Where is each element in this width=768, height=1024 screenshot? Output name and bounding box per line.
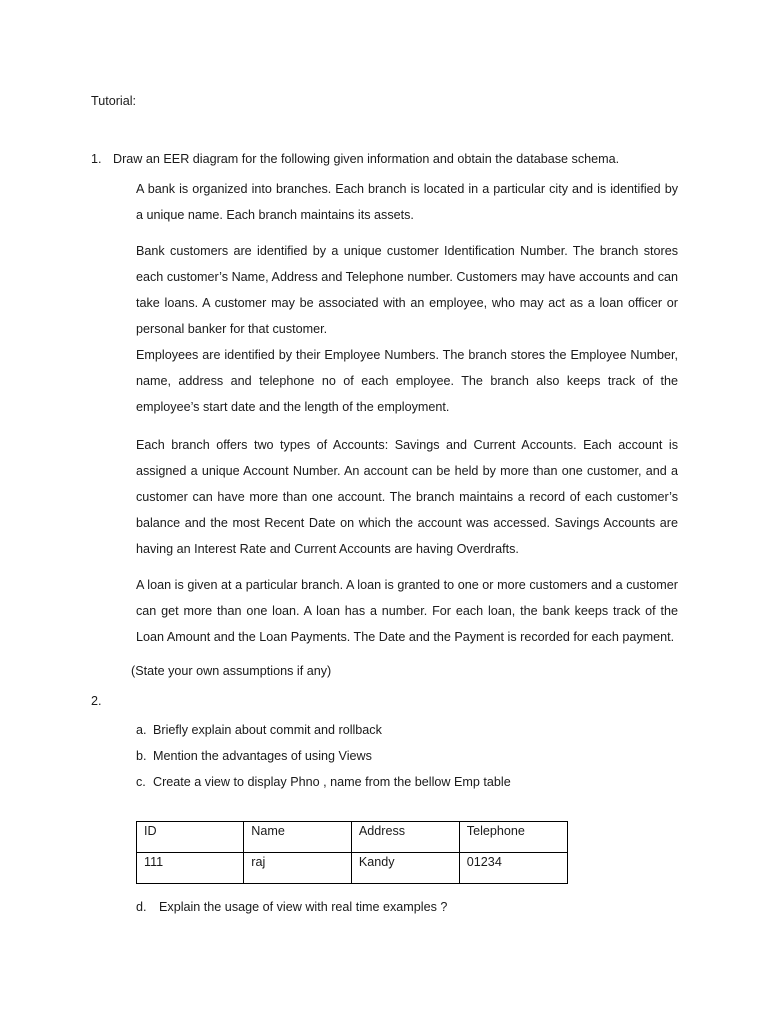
table-header-cell: ID [137,822,244,853]
table-cell: Kandy [351,853,459,884]
table-cell: raj [244,853,352,884]
item-text: Explain the usage of view with real time examples ? [159,900,448,914]
question-1-prompt: Draw an EER diagram for the following given information and obtain the database schema. [113,152,620,166]
paragraph-customers: Bank customers are identified by a unique customer Identification Number. The branch stores each customer’s Name, Address and Telephone number. Customers may have accounts and can take loans. A customer may be associated with an employee, who may act as a loan officer or personal banker for that customer. [136,244,678,336]
item-label: b. [136,749,147,763]
item-label: c. [136,775,146,789]
question-1-number: 1. [91,152,102,166]
table-row [137,853,568,884]
item-text: Mention the advantages of using Views [153,749,372,763]
paragraph-branches: A bank is organized into branches. Each branch is located in a particular city and is identified by a unique name. Each branch maintains its assets. [136,182,678,222]
question-2-item-c [136,775,511,789]
item-label: d. [136,900,147,914]
item-text: Briefly explain about commit and rollback [153,723,382,737]
question-1-heading [91,152,619,166]
question-2-item-d [136,900,447,914]
paragraph-loans: A loan is given at a particular branch. A loan is granted to one or more customers and a customer can get more than one loan. A loan has a number. For each loan, the bank keeps track of the Loan Amount and the Loan Payments. The Date and the Payment is recorded for each payment. [136,578,678,644]
emp-table [136,821,568,884]
table-cell: 111 [137,853,244,884]
paragraph-employees: Employees are identified by their Employee Numbers. The branch stores the Employee Number, name, address and telephone no of each employee. The branch also keeps track of the employee’s start date and the length of the employment. [136,348,678,414]
question-2-item-b [136,749,372,763]
assumptions-note: (State your own assumptions if any) [131,664,332,678]
item-label: a. [136,723,147,737]
table-cell: 01234 [459,853,567,884]
table-header-cell: Telephone [459,822,567,853]
item-text: Create a view to display Phno , name from the bellow Emp table [153,775,511,789]
table-header-cell: Address [351,822,459,853]
tutorial-title: Tutorial: [91,94,137,108]
paragraph-accounts: Each branch offers two types of Accounts: Savings and Current Accounts. Each account is assigned a unique Account Number. An account can be held by more than one customer, and a customer can have more than one account. The branch maintains a record of each customer’s balance and the most Recent Date on which the account was accessed. Savings Accounts are having an Interest Rate and Current Accounts are having Overdrafts. [136,438,678,556]
question-2-item-a [136,723,382,737]
table-header-cell: Name [244,822,352,853]
table-header-row [137,822,568,853]
question-2-number: 2. [91,694,102,708]
